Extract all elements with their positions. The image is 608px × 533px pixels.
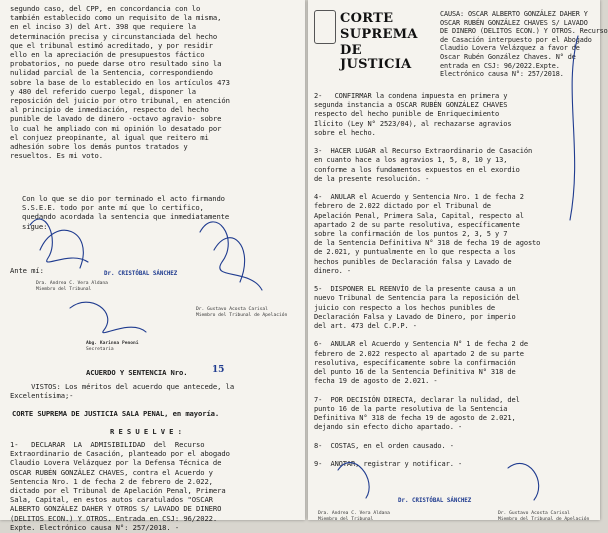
text-line: Sentencia Nro. 1 de fecha 2 de febrero de 2.022, xyxy=(10,476,213,486)
text-line: Apelación Penal, Primera Sala, Capital, respecto al xyxy=(314,211,524,220)
text-line: OSCAR RUBÉN GONZÁLEZ CHAVES S/ LAVADO xyxy=(440,18,588,27)
signature-acosta-right: Dr. Gustavo Acosta Carisal Miembro del Tribunal de Apelación xyxy=(498,511,590,522)
text-line: resueltos. Es mi voto. xyxy=(10,151,103,161)
text-line: sobre el hecho. xyxy=(314,128,376,137)
text-line: del art. 473 del C.P.P. - xyxy=(314,322,417,330)
text-line: sobre la base de lo establecido en los artículos 473 xyxy=(10,77,230,87)
text-line: en el inciso 3) del Art. 398 que requiere la xyxy=(10,22,196,32)
text-line: 8- COSTAS, en el orden causado. - xyxy=(314,441,454,450)
text-line: respecto del hecho punible de Enriquecimiento xyxy=(314,110,500,119)
text-line: sigue: xyxy=(22,221,48,231)
text-line: del punto 16 de la Sentencia Definitiva N° 318 de xyxy=(314,368,516,376)
text-line: Ilícito (Ley N° 2523/04), al rechazarse agravios xyxy=(314,119,512,128)
text-line: OSCAR RUBÉN GONZÁLEZ CHAVES, contra el Acuerdo y xyxy=(10,467,213,477)
text-line: conforme a los fundamentos expuestos en el exordio xyxy=(314,165,520,174)
text-line: segundo caso, del CPP, en concordancia con lo xyxy=(10,4,201,13)
signature-vera-aldana-right: Dra. Andrea C. Vera Aldana Miembro del Tribunal xyxy=(318,511,390,522)
text-line: segunda instancia a OSCAR RUBÉN GONZÁLEZ CHAVES xyxy=(314,101,508,110)
text-line: reposición del juicio por otro tribunal, en atención xyxy=(10,96,230,105)
text-line: ello en la apreciación de presupuestos fáctico xyxy=(10,50,205,59)
text-line: apartado 2 de su parte resolutiva, específicamente xyxy=(314,220,520,229)
text-line: 6- ANULAR el Acuerdo y Sentencia N° 1 de fecha 2 de xyxy=(314,340,528,349)
text-line: resolutiva, específicamente sobre la confirmación xyxy=(314,358,516,367)
text-line: el conjuez preopinante, al igual que reitero mi xyxy=(10,132,209,142)
text-line: de Casación interpuesto por el Abogado xyxy=(440,35,592,44)
text-line: nulidad parcial de la Sentencia, correspondiendo xyxy=(10,68,213,78)
text-line: Oscar Rubén González Chaves. N° de xyxy=(440,53,576,61)
text-line: entrada en CSJ: 96/2022.Expte. xyxy=(440,61,560,70)
stamp-cristobal-sanchez-right: Dr. CRISTÓBAL SÁNCHEZ xyxy=(398,498,472,504)
text-line: VISTOS: Los méritos del acuerdo que antecede, la xyxy=(10,382,235,391)
text-line: 4- ANULAR el Acuerdo y Sentencia Nro. 1 de fecha 2 xyxy=(314,193,524,202)
corte-suprema-logo: CORTE SUPREMA DE JUSTICIA xyxy=(340,11,418,72)
text-line: determinación precisa y circunstanciada del hecho xyxy=(10,31,218,41)
text-line: de 2.021, y puntualmente en lo que respecta a los xyxy=(314,248,516,257)
text-line: punto 16 de la parte resolutiva de la Sentencia xyxy=(314,404,508,413)
text-line: juicio con respecto a los hechos punibles de xyxy=(314,303,496,312)
resuelve-heading: R E S U E L V E : xyxy=(110,427,182,436)
text-line: Definitiva N° 318 de fecha 19 de agosto de 2.021, xyxy=(314,414,516,422)
text-line: febrero de 2.022 dictado por el Tribunal de xyxy=(314,202,491,211)
text-line: adhesión sobre los demás puntos tratados y xyxy=(10,142,188,151)
signature-vera-aldana: Dra. Andrea C. Vera Aldana Miembro del Tribunal xyxy=(36,281,108,292)
text-line: Declaración Falsa y Lavado de Dinero, por imperio xyxy=(314,312,516,321)
text-line: Expte. Electrónico causa N°: 257/2018. - xyxy=(10,522,180,532)
text-line: Sala, Capital, en estos autos caratulados "OSCAR xyxy=(10,495,213,505)
text-line: hechos punibles de Declaración falsa y Lavado de xyxy=(314,257,512,266)
text-line: probatorios, no puede darse otro resultado sino la xyxy=(10,59,222,69)
text-line: 7- POR DECISIÓN DIRECTA, declarar la nulidad, del xyxy=(314,395,520,404)
text-line: Claudio Lovera Velázquez por la Defensa Técnica de xyxy=(10,458,222,468)
text-line: y 480 del referido cuerpo legal, disponer la xyxy=(10,86,196,96)
text-line: DE DINERO (DELITOS ECON.) Y OTROS. Recurso xyxy=(440,27,608,36)
text-line: febrero de 2.022 respecto al apartado 2 de su parte xyxy=(314,349,524,358)
text-line: al principio de inmediación, respecto del hecho xyxy=(10,105,209,115)
text-line: dinero. - xyxy=(314,266,352,275)
text-line: de la Sentencia Definitiva N° 318 de fecha 19 de agosto xyxy=(314,239,541,248)
acuerdo-number: 15 xyxy=(212,365,225,375)
text-line: Excelentísima;- xyxy=(10,391,74,401)
text-line: sobre la confirmación de los puntos 2, 3, 5 y 7 xyxy=(314,230,508,238)
right-document-page xyxy=(308,0,608,522)
text-line: dejando sin efecto dicho apartado. - xyxy=(314,423,463,432)
signature-penoni: Abg. Karinna Penoni Secretaria xyxy=(86,341,139,352)
text-line: dictado por el Tribunal de Apelación Penal, Primera xyxy=(10,486,226,495)
text-line: (DELITOS ECON.) Y OTROS. Entrada en CSJ: 96/2022. xyxy=(10,513,218,523)
stamp-cristobal-sanchez: Dr. CRISTÓBAL SÁNCHEZ xyxy=(104,271,178,277)
text-line: en cuanto hace a los agravios 1, 5, 8, 10 y 13, xyxy=(314,156,508,165)
text-line: que el tribunal estimó acreditado, y por residir xyxy=(10,40,213,50)
text-line: punible de lavado de dinero -octavo agravio- sobre xyxy=(10,114,222,124)
text-line: de la presente resolución. - xyxy=(314,174,430,183)
text-line: Con lo que se dio por terminado el acto firmando xyxy=(22,194,225,203)
text-line: ALBERTO GONZÁLEZ DAHER Y OTROS S/ LAVADO DE DINERO xyxy=(10,504,222,514)
signature-acosta: Dr. Gustavo Acosta Carisal Miembro del Tribunal de Apelación xyxy=(196,307,288,318)
text-line: lo cual he ampliado con mi opinión lo desatado por xyxy=(10,123,222,133)
acuerdo-heading: ACUERDO Y SENTENCIA Nro. xyxy=(86,368,188,377)
text-line: nuevo Tribunal de Sentencia para la reposición del xyxy=(314,294,520,303)
text-line: también establecido como un requisito de la misma, xyxy=(10,13,222,23)
text-line: fecha 19 de agosto de 2.021. - xyxy=(314,377,438,386)
corte-heading: CORTE SUPREMA DE JUSTICIA SALA PENAL, en mayoría. xyxy=(12,409,220,418)
text-line: CAUSA: OSCAR ALBERTO GONZÁLEZ DAHER Y xyxy=(440,10,588,18)
text-line: Claudio Lovera Velázquez a favor de xyxy=(440,44,580,53)
text-line: 9- ANOTAR, registrar y notificar. - xyxy=(314,460,463,468)
text-line: 1- DECLARAR LA ADMISIBILIDAD del Recurso xyxy=(10,440,205,449)
text-line: Extraordinario de Casación, planteado por el abogado xyxy=(10,449,230,459)
text-line: quedando acordada la sentencia que inmediatamente xyxy=(22,212,230,222)
text-line: Electrónico causa N°: 257/2018. xyxy=(440,70,564,79)
ante-mi-label: Ante mí: xyxy=(10,266,44,275)
text-line: 5- DISPONER EL REENVÍO de la presente causa a un xyxy=(314,285,516,294)
text-line: 2- CONFIRMAR la condena impuesta en primera y xyxy=(314,92,508,100)
text-line: S.S.E.E. todo por ante mí que lo certifico, xyxy=(22,203,204,213)
text-line: 3- HACER LUGAR al Recurso Extraordinario de Casación xyxy=(314,147,533,156)
